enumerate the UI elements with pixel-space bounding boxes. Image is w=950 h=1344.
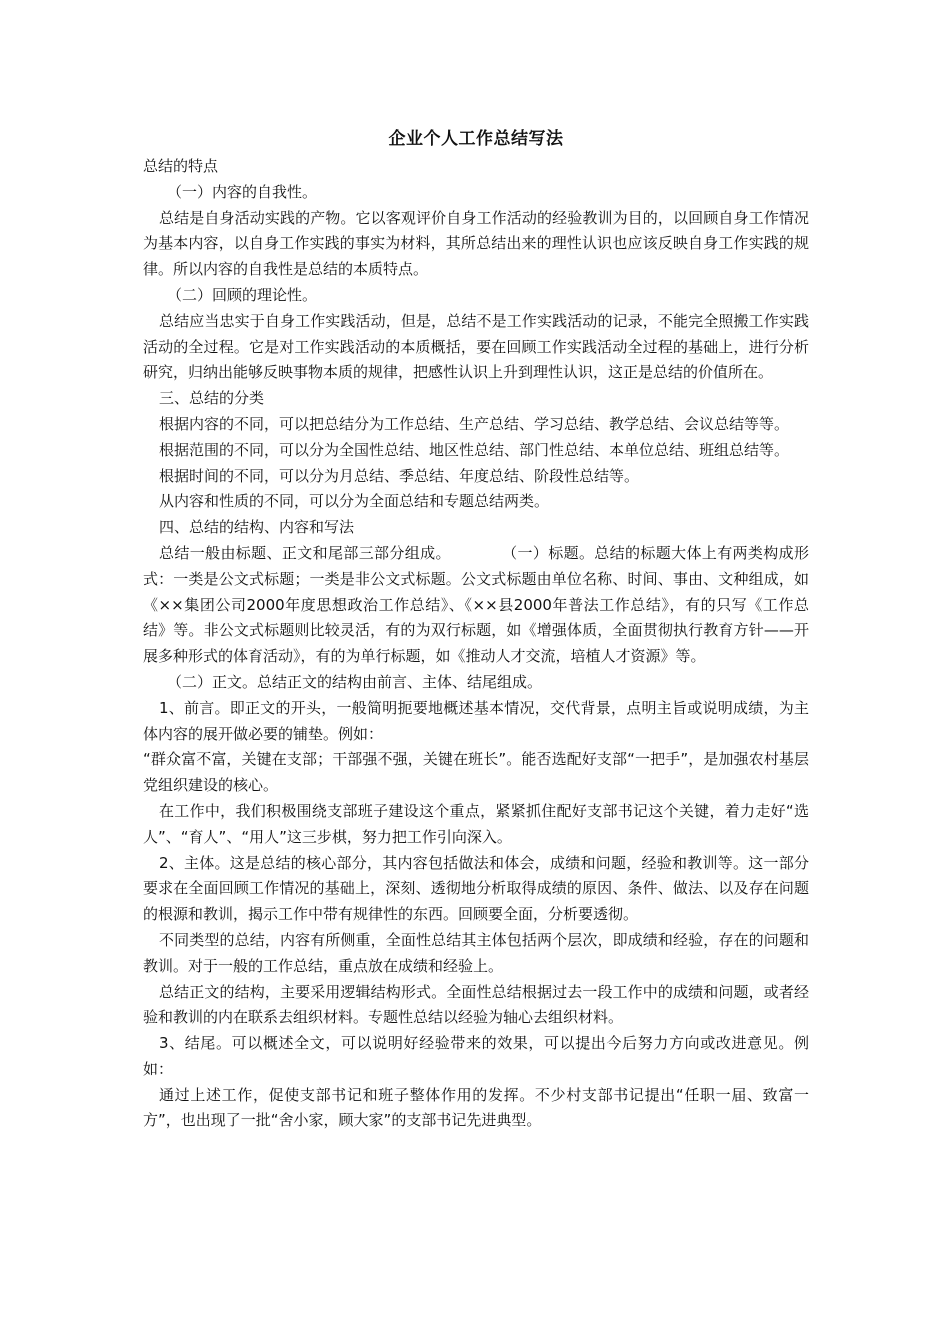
paragraph: 根据时间的不同，可以分为月总结、季总结、年度总结、阶段性总结等。 — [159, 466, 640, 485]
subheading-self-nature: （一）内容的自我性。 — [167, 182, 318, 201]
paragraph: 根据范围的不同，可以分为全国性总结、地区性总结、部门性总结、本单位总结、班组总结等。 — [159, 440, 790, 459]
section-heading-structure: 四、总结的结构、内容和写法 — [159, 518, 355, 537]
paragraph: 在工作中，我们积极围绕支部班子建设这个重点，紧紧抓住配好支部书记这个关键，着力走好“选人”、“育人”、“用人”这三步棋，努力把工作引向深入。 — [143, 801, 809, 846]
paragraph: 不同类型的总结，内容有所侧重，全面性总结其主体包括两个层次，即成绩和经验，存在的问题和教训。对于一般的工作总结，重点放在成绩和经验上。 — [143, 930, 809, 975]
paragraph: 1、前言。即正文的开头，一般简明扼要地概述基本情况，交代背景，点明主旨或说明成绩，为主体内容的展开做必要的铺垫。例如： — [143, 698, 809, 743]
document-page — [143, 126, 809, 1134]
subheading-body: （二）正文。总结正文的结构由前言、主体、结尾组成。 — [167, 672, 543, 691]
paragraph: 3、结尾。可以概述全文，可以说明好经验带来的效果，可以提出今后努力方向或改进意见。例如： — [143, 1034, 809, 1078]
example-quote: “群众富不富，关键在支部；干部强不强，关键在班长”。能否选配好支部“一把手”，是加强农村基层党组织建设的核心。 — [143, 750, 809, 795]
document-title: 企业个人工作总结写法 — [388, 129, 564, 149]
section-heading-classification: 三、总结的分类 — [159, 389, 265, 408]
paragraph: 通过上述工作，促使支部书记和班子整体作用的发挥。不少村支部书记提出“任职一届、致富一方”，也出现了一批“舍小家，顾大家”的支部书记先进典型。 — [143, 1085, 809, 1130]
paragraph: 总结是自身活动实践的产物。它以客观评价自身工作活动的经验教训为目的，以回顾自身工作情况为基本内容，以自身工作实践的事实为材料，其所总结出来的理性认识也应该反映自身工作实践的规律。所以内容的自我性是总结的本质特点。 — [143, 208, 809, 279]
paragraph: 从内容和性质的不同，可以分为全面总结和专题总结两类。 — [159, 492, 550, 511]
paragraph: 根据内容的不同，可以把总结分为工作总结、生产总结、学习总结、教学总结、会议总结等等。 — [159, 414, 790, 433]
paragraph: 总结一般由标题、正文和尾部三部分组成。 （一）标题。总结的标题大体上有两类构成形式：一类是公文式标题；一类是非公文式标题。公文式标题由单位名称、时间、事由、文种组成，如《××集团公司2000年度思想政治工作总结》、《××县2000年普法工作总结》，有的只写《工作总结》等。非公文式标题则比较灵活，有的为双行标题，如《增强体质，全面贯彻执行教育方针——开展多种形式的体育活动》，有的为单行标题，如《推动人才交流，培植人才资源》等。 — [143, 543, 809, 666]
paragraph: 总结正文的结构，主要采用逻辑结构形式。全面性总结根据过去一段工作中的成绩和问题，或者经验和教训的内在联系去组织材料。专题性总结以经验为轴心去组织材料。 — [143, 982, 809, 1027]
paragraph: 2、主体。这是总结的核心部分，其内容包括做法和体会，成绩和问题，经验和教训等。这一部分要求在全面回顾工作情况的基础上，深刻、透彻地分析取得成绩的原因、条件、做法、以及存在问题的根源和教训，揭示工作中带有规律性的东西。回顾要全面，分析要透彻。 — [143, 853, 809, 924]
paragraph: 总结应当忠实于自身工作实践活动，但是，总结不是工作实践活动的记录，不能完全照搬工作实践活动的全过程。它是对工作实践活动的本质概括，要在回顾工作实践活动全过程的基础上，进行分析研究，归纳出能够反映事物本质的规律，把感性认识上升到理性认识，这正是总结的价值所在。 — [143, 311, 809, 382]
section-heading-features: 总结的特点 — [143, 157, 219, 175]
subheading-theoretical-review: （二）回顾的理论性。 — [167, 285, 318, 304]
